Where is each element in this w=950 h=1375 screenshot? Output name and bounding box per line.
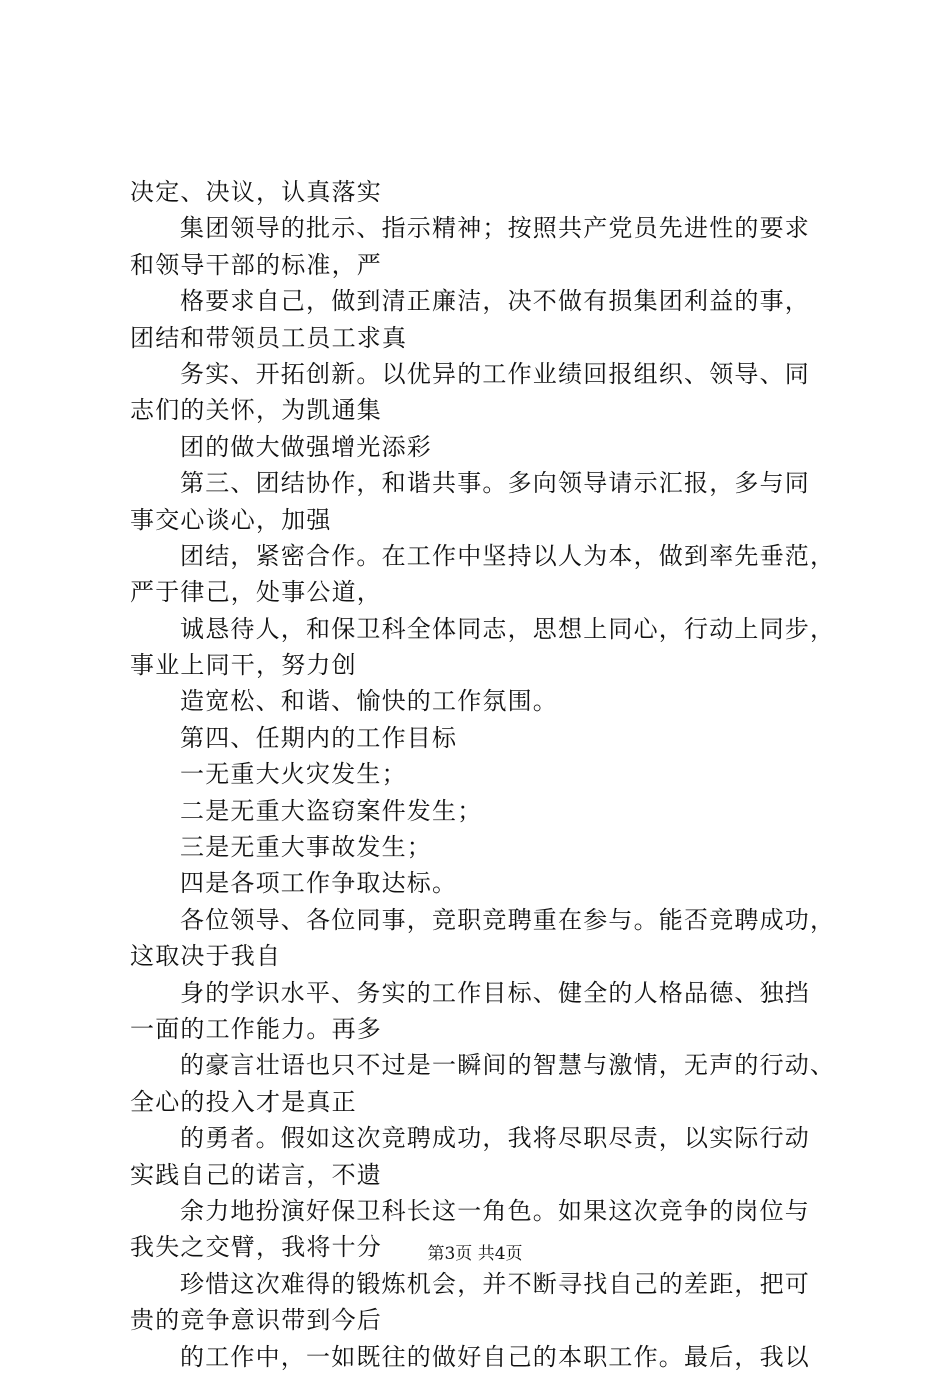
text-line: 志们的关怀，为凯通集: [130, 396, 382, 425]
text-line: 身的学识水平、务实的工作目标、健全的人格品德、独挡: [180, 978, 810, 1007]
text-line: 务实、开拓创新。以优异的工作业绩回报组织、领导、同: [180, 359, 810, 388]
text-line: 第三、团结协作，和谐共事。多向领导请示汇报，多与同: [180, 469, 810, 498]
text-line: 决定、决议，认真落实: [130, 178, 382, 206]
text-line: 我失之交臂，我将十分: [130, 1233, 382, 1262]
page-footer: 第3页 共4页: [427, 1244, 523, 1264]
text-line: 余力地扮演好保卫科长这一角色。如果这次竞争的岗位与: [180, 1196, 810, 1225]
text-line: 诚恳待人，和保卫科全体同志，思想上同心，行动上同步，: [180, 614, 836, 643]
text-line: 造宽松、和谐、愉快的工作氛围。: [180, 687, 558, 716]
text-line: 团的做大做强增光添彩: [180, 432, 432, 461]
text-line: 和领导干部的标准，严: [130, 250, 382, 279]
text-line: 集团领导的批示、指示精神；按照共产党员先进性的要求: [180, 214, 810, 243]
text-line: 团结，紧密合作。在工作中坚持以人为本，做到率先垂范，: [180, 541, 836, 570]
text-line: 实践自己的诺言，不遗: [130, 1160, 382, 1189]
text-line: 第四、任期内的工作目标: [180, 723, 458, 752]
text-line: 各位领导、各位同事，竞职竞聘重在参与。能否竞聘成功，: [180, 905, 836, 934]
text-line: 严于律己，处事公道，: [130, 578, 382, 607]
text-line: 二是无重大盗窃案件发生；: [180, 796, 483, 825]
text-line: 的工作中，一如既往的做好自己的本职工作。最后，我以: [180, 1342, 810, 1371]
text-line: 贵的竞争意识带到今后: [130, 1306, 382, 1335]
text-line: 珍惜这次难得的锻炼机会，并不断寻找自己的差距，把可: [180, 1269, 810, 1298]
text-line: 这取决于我自: [130, 942, 282, 971]
text-line: 一面的工作能力。再多: [130, 1014, 382, 1043]
text-line: 四是各项工作争取达标。: [180, 869, 458, 898]
text-line: 全心的投入才是真正: [130, 1087, 357, 1116]
text-line: 格要求自己，做到清正廉洁，决不做有损集团利益的事，: [180, 287, 810, 316]
document-body: [130, 174, 840, 1375]
text-line: 事业上同干，努力创: [130, 651, 357, 680]
text-line: 团结和带领员工员工求真: [130, 323, 408, 352]
text-line: 事交心谈心，加强: [130, 505, 332, 534]
text-line: 三是无重大事故发生；: [180, 833, 432, 862]
text-line: 的勇者。假如这次竞聘成功，我将尽职尽责，以实际行动: [180, 1124, 810, 1153]
text-line: 一无重大火灾发生；: [180, 760, 407, 789]
text-line: 的豪言壮语也只不过是一瞬间的智慧与激情，无声的行动、: [180, 1051, 836, 1080]
